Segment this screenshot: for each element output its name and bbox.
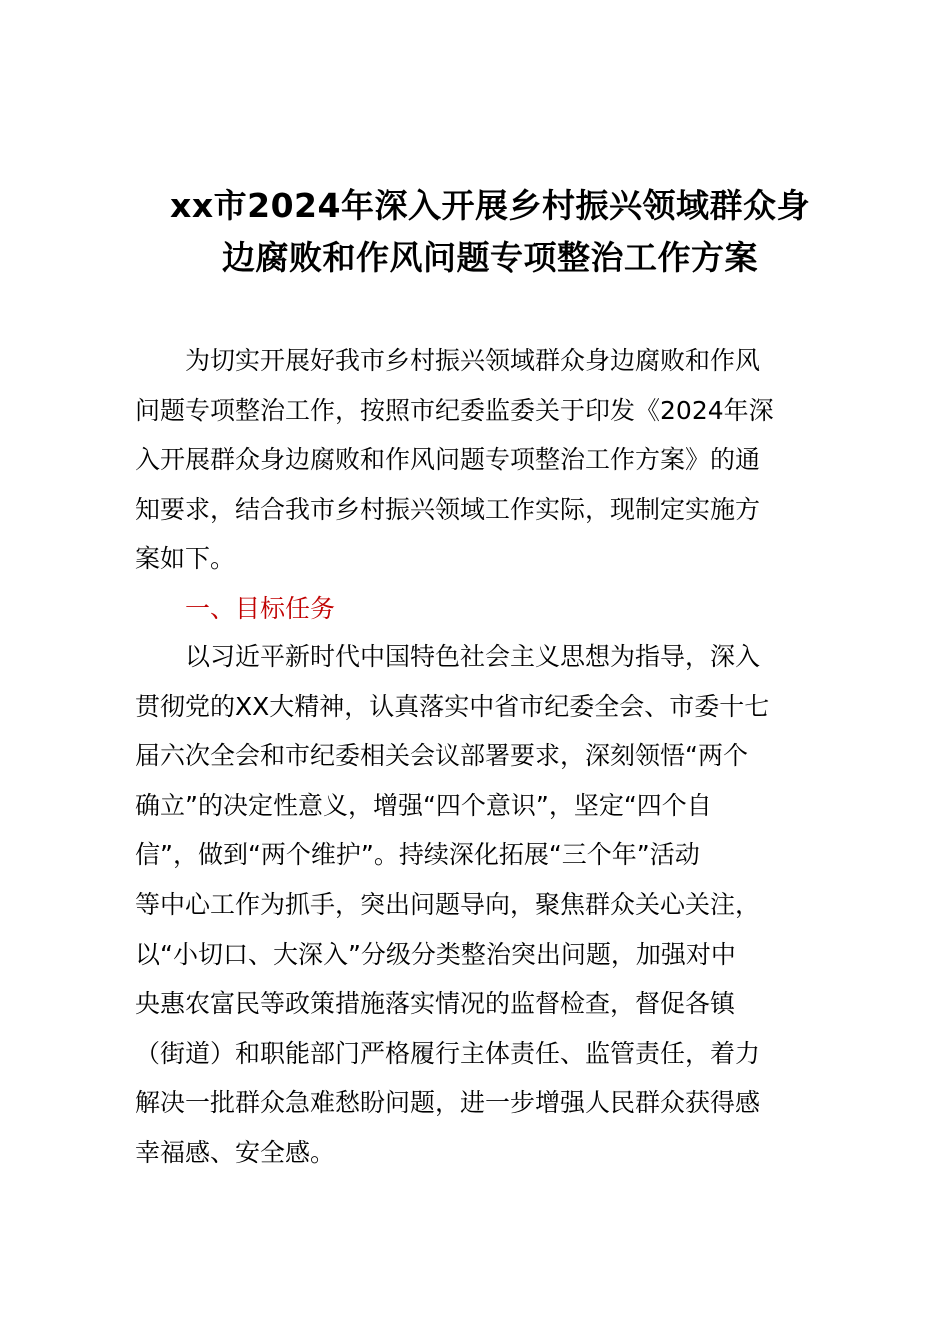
paragraph-line: 案如下。 xyxy=(135,544,236,574)
paragraph-line: 以“小切口、大深入”分级分类整治突出问题，加强对中 xyxy=(135,939,736,969)
paragraph-line: 央惠农富民等政策措施落实情况的监督检查，督促各镇 xyxy=(135,989,736,1019)
paragraph-line: 等中心工作为抓手，突出问题导向，聚焦群众关心关注， xyxy=(135,889,761,919)
paragraph-line: 贯彻党的XX大精神，认真落实中省市纪委全会、市委十七 xyxy=(135,691,770,721)
paragraph-line: 问题专项整治工作，按照市纪委监委关于印发《2024年深 xyxy=(135,395,774,425)
intro-paragraph xyxy=(135,336,847,584)
paragraph-line: 届六次全会和市纪委相关会议部署要求，深刻领悟“两个 xyxy=(135,741,748,771)
paragraph-line: 入开展群众身边腐败和作风问题专项整治工作方案》的通 xyxy=(135,445,761,475)
paragraph-line: （街道）和职能部门严格履行主体责任、监管责任，着力 xyxy=(135,1038,761,1068)
section-heading xyxy=(135,584,847,634)
paragraph-line: 解决一批群众急难愁盼问题，进一步增强人民群众获得感 xyxy=(135,1088,761,1118)
title-line: 边腐败和作风问题专项整治工作方案 xyxy=(222,238,758,277)
paragraph-line: 信”，做到“两个维护”。持续深化拓展“三个年”活动 xyxy=(135,840,700,870)
paragraph-line: 为切实开展好我市乡村振兴领域群众身边腐败和作风 xyxy=(185,346,761,375)
document-title xyxy=(100,180,880,284)
paragraph-line: 以习近平新时代中国特色社会主义思想为指导，深入 xyxy=(185,642,761,671)
paragraph-line: 确立”的决定性意义，增强“四个意识”，坚定“四个自 xyxy=(135,790,712,820)
paragraph-line: 知要求，结合我市乡村振兴领域工作实际，现制定实施方 xyxy=(135,494,761,524)
paragraph-line: 幸福感、安全感。 xyxy=(135,1137,336,1167)
section-paragraph xyxy=(135,632,847,1178)
title-line: xx市2024年深入开展乡村振兴领域群众身 xyxy=(170,186,810,225)
section-heading-text: 一、目标任务 xyxy=(185,594,336,623)
